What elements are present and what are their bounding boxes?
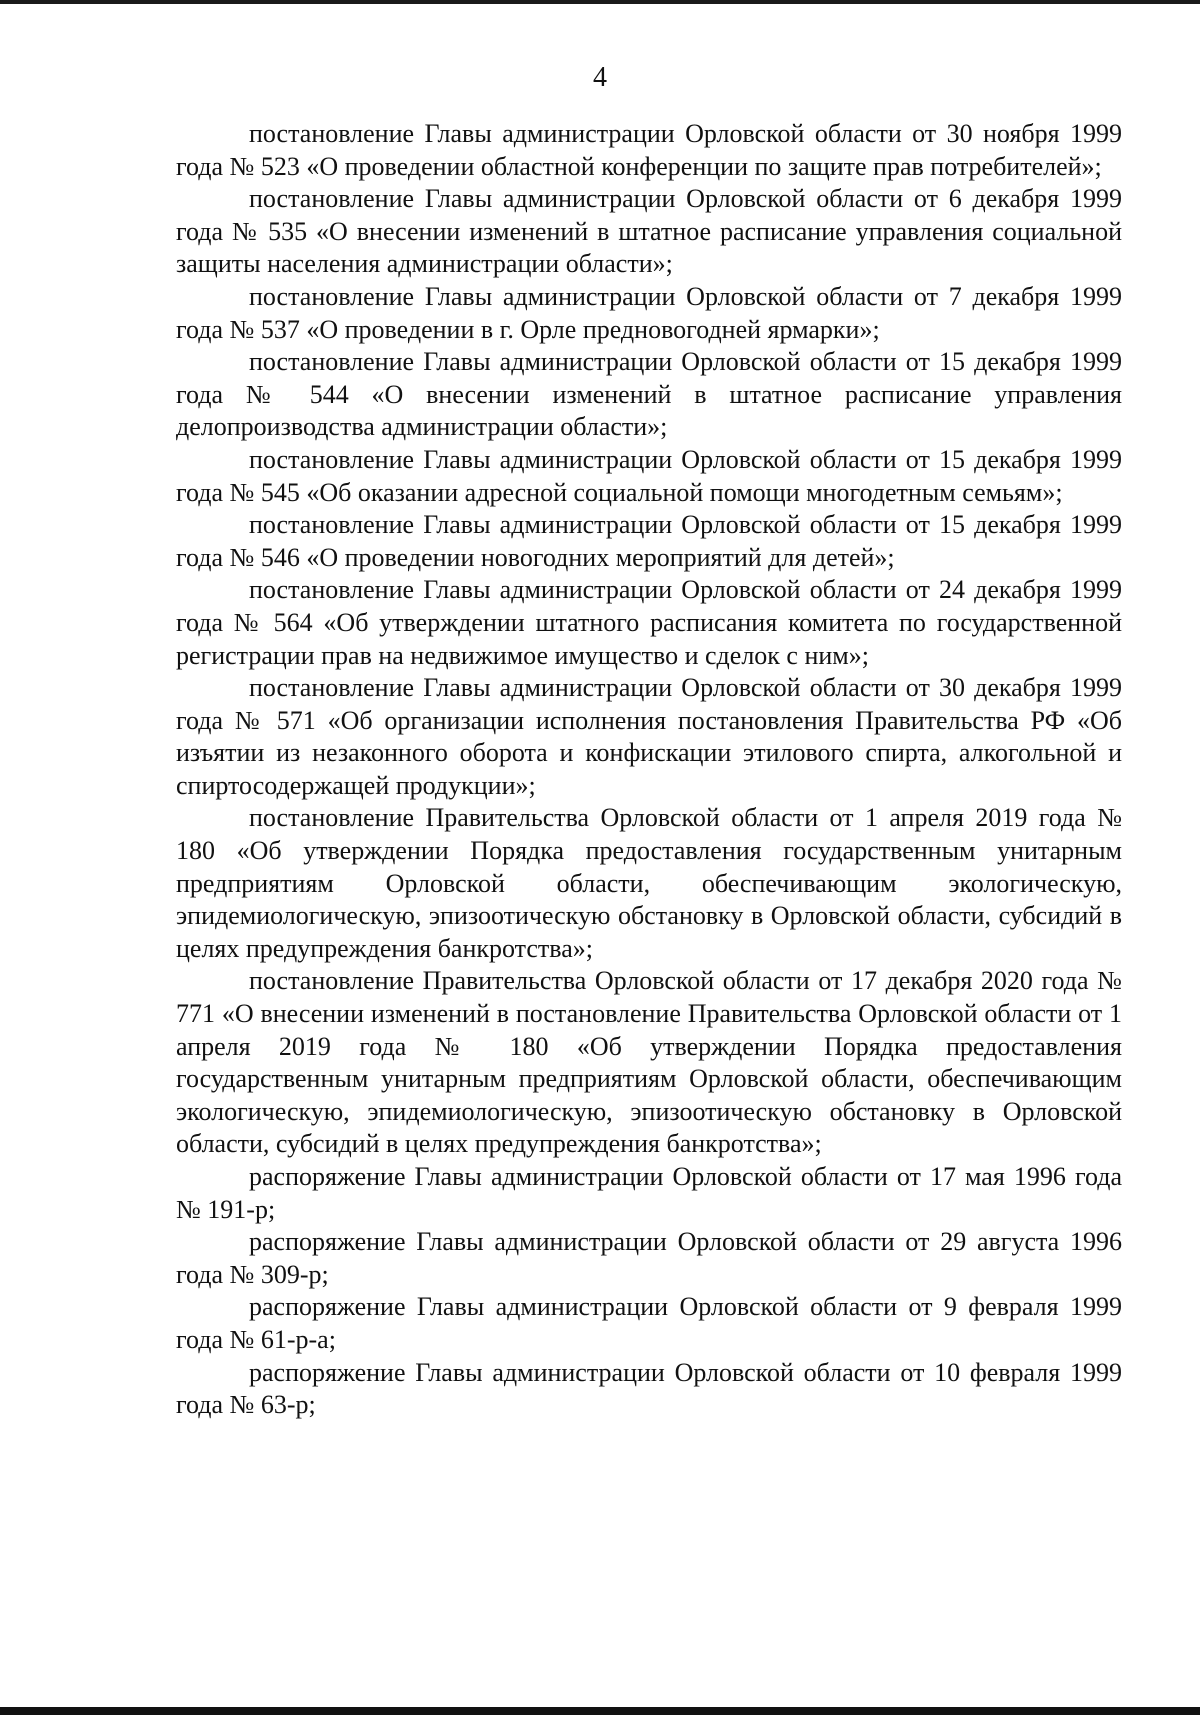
list-item: распоряжение Главы администрации Орловской области от 10 февраля 1999 года № 63-р;	[176, 1357, 1122, 1420]
list-item: постановление Правительства Орловской области от 1 апреля 2019 года № 180 «Об утверждении Порядка предоставления государственным унитарным предприятиям Орловской области, обеспечивающим экологическую, эпидемиологическую, эпизоотическую обстановку в Орловской области, субсидий в целях предупреждения банкротства»;	[176, 803, 1122, 963]
list-item: постановление Главы администрации Орловской области от 30 декабря 1999 года № 571 «Об организации исполнения постановления Правительства РФ «Об изъятии из незаконного оборота и конфискации этилового спирта, алкогольной и спиртосодержащей продукции»;	[176, 673, 1122, 800]
list-item: постановление Главы администрации Орловской области от 15 декабря 1999 года № 544 «О внесении изменений в штатное расписание управления делопроизводства администрации области»;	[176, 347, 1122, 442]
list-item: распоряжение Главы администрации Орловской области от 29 августа 1996 года № 309-р;	[176, 1227, 1122, 1289]
list-item: постановление Правительства Орловской области от 17 декабря 2020 года № 771 «О внесении изменений в постановление Правительства Орловской области от 1 апреля 2019 года № 180 «Об утверждении Порядка предоставления государственным унитарным предприятиям Орловской области, обеспечивающим экологическую, эпидемиологическую, эпизоотическую обстановку в Орловской области, субсидий в целях предупреждения банкротства»;	[176, 966, 1122, 1159]
list-item: постановление Главы администрации Орловской области от 7 декабря 1999 года № 537 «О проведении в г. Орле предновогодней ярмарки»;	[176, 281, 1122, 344]
list-item: распоряжение Главы администрации Орловской области от 17 мая 1996 года № 191-р;	[176, 1162, 1122, 1224]
list-item: постановление Главы администрации Орловской области от 15 декабря 1999 года № 546 «О проведении новогодних мероприятий для детей»;	[176, 510, 1122, 572]
document-body	[176, 118, 1122, 1422]
list-item: постановление Главы администрации Орловской области от 30 ноября 1999 года № 523 «О проведении областной конференции по защите прав потребителей»;	[176, 119, 1122, 181]
list-item: постановление Главы администрации Орловской области от 15 декабря 1999 года № 545 «Об оказании адресной социальной помощи многодетным семьям»;	[176, 444, 1122, 507]
page-number: 4	[593, 62, 607, 93]
list-item: постановление Главы администрации Орловской области от 24 декабря 1999 года № 564 «Об утверждении штатного расписания комитета по государственной регистрации прав на недвижимое имущество и сделок с ним»;	[176, 575, 1122, 670]
scan-edge-top	[0, 0, 1200, 4]
scan-edge-bottom	[0, 1707, 1200, 1715]
list-item: распоряжение Главы администрации Орловской области от 9 февраля 1999 года № 61-р-а;	[176, 1292, 1122, 1354]
list-item: постановление Главы администрации Орловской области от 6 декабря 1999 года № 535 «О внесении изменений в штатное расписание управления социальной защиты населения администрации области»;	[176, 184, 1122, 279]
